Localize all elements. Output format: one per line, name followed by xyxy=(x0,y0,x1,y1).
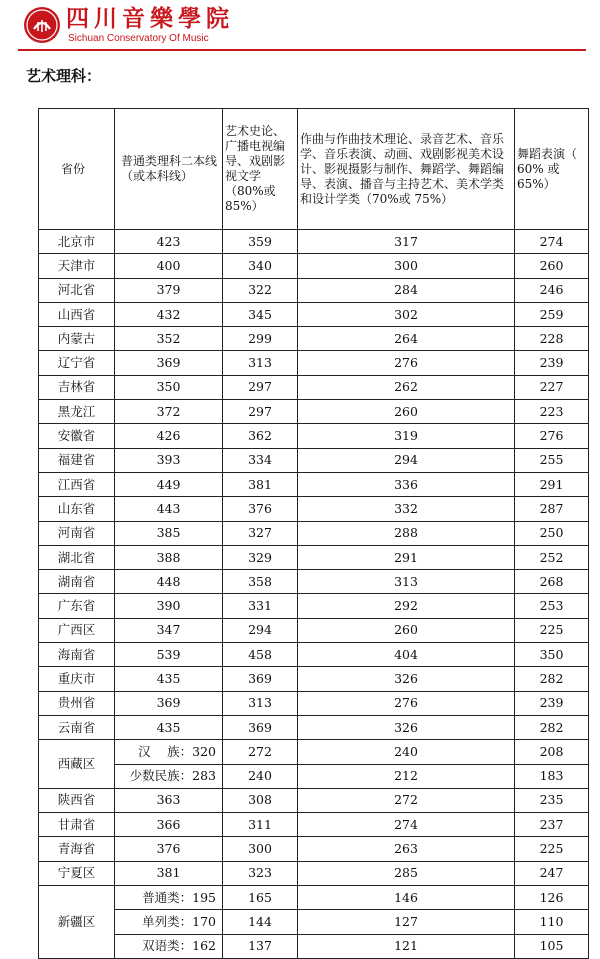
province-cell: 河南省 xyxy=(39,521,115,545)
province-cell: 广西区 xyxy=(39,618,115,642)
province-cell: 天津市 xyxy=(39,254,115,278)
score-col5-cell: 255 xyxy=(515,448,589,472)
province-cell: 重庆市 xyxy=(39,667,115,691)
province-cell: 山东省 xyxy=(39,497,115,521)
score-col3-cell: 297 xyxy=(223,400,298,424)
table-row xyxy=(39,400,589,424)
score-col3-cell: 340 xyxy=(223,254,298,278)
table-row xyxy=(39,448,589,472)
score-col4-cell: 284 xyxy=(298,278,515,302)
province-cell: 西藏区 xyxy=(39,740,115,789)
table-row xyxy=(39,910,589,934)
score-col3-cell: 381 xyxy=(223,472,298,496)
score-col4-cell: 240 xyxy=(298,740,515,764)
table-row xyxy=(39,230,589,254)
score-col5-cell: 260 xyxy=(515,254,589,278)
score-col5-cell: 246 xyxy=(515,278,589,302)
table-row xyxy=(39,813,589,837)
score-col3-cell: 308 xyxy=(223,788,298,812)
header-province: 省份 xyxy=(39,109,115,230)
score-col3-cell: 137 xyxy=(223,934,298,958)
province-cell: 宁夏区 xyxy=(39,861,115,885)
score-col4-cell: 292 xyxy=(298,594,515,618)
score-col4-cell: 212 xyxy=(298,764,515,788)
score-col5-cell: 225 xyxy=(515,618,589,642)
header-divider xyxy=(18,49,586,51)
province-cell: 陕西省 xyxy=(39,788,115,812)
baseline-cell: 388 xyxy=(115,545,223,569)
table-row xyxy=(39,570,589,594)
baseline-cell: 350 xyxy=(115,375,223,399)
score-col5-cell: 235 xyxy=(515,788,589,812)
table-row xyxy=(39,764,589,788)
score-col3-cell: 362 xyxy=(223,424,298,448)
province-cell: 江西省 xyxy=(39,472,115,496)
score-col5-cell: 239 xyxy=(515,691,589,715)
baseline-cell: 379 xyxy=(115,278,223,302)
score-col4-cell: 294 xyxy=(298,448,515,472)
table-row xyxy=(39,667,589,691)
score-col3-cell: 272 xyxy=(223,740,298,764)
score-col3-cell: 323 xyxy=(223,861,298,885)
page-header xyxy=(0,0,600,52)
score-col4-cell: 127 xyxy=(298,910,515,934)
province-cell: 湖北省 xyxy=(39,545,115,569)
score-col5-cell: 228 xyxy=(515,327,589,351)
baseline-cell: 381 xyxy=(115,861,223,885)
score-col5-cell: 276 xyxy=(515,424,589,448)
score-col5-cell: 274 xyxy=(515,230,589,254)
province-cell: 贵州省 xyxy=(39,691,115,715)
province-cell: 北京市 xyxy=(39,230,115,254)
score-col3-cell: 294 xyxy=(223,618,298,642)
score-col3-cell: 165 xyxy=(223,886,298,910)
baseline-cell: 347 xyxy=(115,618,223,642)
section-title: 艺术理科： xyxy=(26,67,102,85)
score-col3-cell: 345 xyxy=(223,302,298,326)
score-col3-cell: 358 xyxy=(223,570,298,594)
score-col3-cell: 376 xyxy=(223,497,298,521)
table-row xyxy=(39,472,589,496)
province-cell: 吉林省 xyxy=(39,375,115,399)
table-header-row xyxy=(39,109,589,230)
school-name-en: Sichuan Conservatory Of Music xyxy=(68,33,209,44)
table-row xyxy=(39,497,589,521)
score-col4-cell: 146 xyxy=(298,886,515,910)
score-col3-cell: 369 xyxy=(223,667,298,691)
baseline-cell: 汉 族：320 xyxy=(115,740,223,764)
score-col3-cell: 458 xyxy=(223,643,298,667)
score-col5-cell: 223 xyxy=(515,400,589,424)
score-col4-cell: 319 xyxy=(298,424,515,448)
table-row xyxy=(39,740,589,764)
table-row xyxy=(39,327,589,351)
table-row xyxy=(39,545,589,569)
baseline-cell: 435 xyxy=(115,715,223,739)
baseline-cell: 369 xyxy=(115,351,223,375)
province-cell: 云南省 xyxy=(39,715,115,739)
baseline-cell: 352 xyxy=(115,327,223,351)
province-cell: 新疆区 xyxy=(39,886,115,959)
score-col3-cell: 359 xyxy=(223,230,298,254)
score-col3-cell: 313 xyxy=(223,691,298,715)
score-col5-cell: 259 xyxy=(515,302,589,326)
score-col3-cell: 300 xyxy=(223,837,298,861)
score-col3-cell: 299 xyxy=(223,327,298,351)
score-col5-cell: 287 xyxy=(515,497,589,521)
score-col5-cell: 208 xyxy=(515,740,589,764)
table-row xyxy=(39,254,589,278)
score-col5-cell: 110 xyxy=(515,910,589,934)
baseline-cell: 393 xyxy=(115,448,223,472)
province-cell: 广东省 xyxy=(39,594,115,618)
score-col3-cell: 313 xyxy=(223,351,298,375)
baseline-cell: 390 xyxy=(115,594,223,618)
score-col4-cell: 317 xyxy=(298,230,515,254)
province-cell: 安徽省 xyxy=(39,424,115,448)
baseline-cell: 443 xyxy=(115,497,223,521)
baseline-cell: 385 xyxy=(115,521,223,545)
score-col4-cell: 300 xyxy=(298,254,515,278)
score-col5-cell: 183 xyxy=(515,764,589,788)
school-seal-icon xyxy=(24,7,60,43)
score-col5-cell: 225 xyxy=(515,837,589,861)
baseline-cell: 372 xyxy=(115,400,223,424)
score-col5-cell: 237 xyxy=(515,813,589,837)
table-row xyxy=(39,375,589,399)
table-row xyxy=(39,618,589,642)
score-col4-cell: 262 xyxy=(298,375,515,399)
baseline-cell: 369 xyxy=(115,691,223,715)
table-row xyxy=(39,861,589,885)
score-col5-cell: 247 xyxy=(515,861,589,885)
score-col5-cell: 126 xyxy=(515,886,589,910)
table-row xyxy=(39,837,589,861)
score-col3-cell: 322 xyxy=(223,278,298,302)
baseline-cell: 双语类：162 xyxy=(115,934,223,958)
table-row xyxy=(39,788,589,812)
table-row xyxy=(39,302,589,326)
score-col4-cell: 260 xyxy=(298,400,515,424)
table-row xyxy=(39,715,589,739)
score-col5-cell: 268 xyxy=(515,570,589,594)
table-row xyxy=(39,886,589,910)
score-col5-cell: 350 xyxy=(515,643,589,667)
table-row xyxy=(39,424,589,448)
baseline-cell: 376 xyxy=(115,837,223,861)
score-col4-cell: 274 xyxy=(298,813,515,837)
baseline-cell: 539 xyxy=(115,643,223,667)
province-cell: 福建省 xyxy=(39,448,115,472)
score-col3-cell: 329 xyxy=(223,545,298,569)
score-col3-cell: 311 xyxy=(223,813,298,837)
score-col3-cell: 369 xyxy=(223,715,298,739)
score-col4-cell: 272 xyxy=(298,788,515,812)
score-col4-cell: 326 xyxy=(298,715,515,739)
score-col5-cell: 291 xyxy=(515,472,589,496)
province-cell: 甘肃省 xyxy=(39,813,115,837)
baseline-cell: 400 xyxy=(115,254,223,278)
baseline-cell: 363 xyxy=(115,788,223,812)
school-name-cn: 四川音樂學院 xyxy=(66,5,234,32)
baseline-cell: 少数民族：283 xyxy=(115,764,223,788)
province-cell: 黑龙江 xyxy=(39,400,115,424)
table-row xyxy=(39,521,589,545)
score-col4-cell: 288 xyxy=(298,521,515,545)
score-col3-cell: 144 xyxy=(223,910,298,934)
baseline-cell: 366 xyxy=(115,813,223,837)
table-row xyxy=(39,643,589,667)
score-col5-cell: 253 xyxy=(515,594,589,618)
score-col4-cell: 302 xyxy=(298,302,515,326)
table-row xyxy=(39,691,589,715)
score-col4-cell: 404 xyxy=(298,643,515,667)
score-col4-cell: 260 xyxy=(298,618,515,642)
province-cell: 山西省 xyxy=(39,302,115,326)
province-cell: 内蒙古 xyxy=(39,327,115,351)
baseline-cell: 普通类：195 xyxy=(115,886,223,910)
header-col5: 舞蹈表演（ 60% 或65%） xyxy=(515,109,589,230)
header-baseline: 普通类理科二本线（或本科线） xyxy=(115,109,223,230)
baseline-cell: 449 xyxy=(115,472,223,496)
score-col4-cell: 332 xyxy=(298,497,515,521)
province-cell: 河北省 xyxy=(39,278,115,302)
province-cell: 海南省 xyxy=(39,643,115,667)
score-col4-cell: 276 xyxy=(298,691,515,715)
table-row xyxy=(39,278,589,302)
score-col5-cell: 239 xyxy=(515,351,589,375)
score-col5-cell: 227 xyxy=(515,375,589,399)
baseline-cell: 435 xyxy=(115,667,223,691)
score-col4-cell: 336 xyxy=(298,472,515,496)
score-col4-cell: 326 xyxy=(298,667,515,691)
score-col4-cell: 285 xyxy=(298,861,515,885)
score-col5-cell: 252 xyxy=(515,545,589,569)
score-col4-cell: 264 xyxy=(298,327,515,351)
baseline-cell: 单列类：170 xyxy=(115,910,223,934)
score-col3-cell: 327 xyxy=(223,521,298,545)
baseline-cell: 448 xyxy=(115,570,223,594)
score-col5-cell: 282 xyxy=(515,667,589,691)
score-table xyxy=(38,108,589,959)
baseline-cell: 432 xyxy=(115,302,223,326)
table-row xyxy=(39,594,589,618)
header-col3: 艺术史论、广播电视编导、戏剧影视文学（80%或 85%） xyxy=(223,109,298,230)
score-col3-cell: 331 xyxy=(223,594,298,618)
score-col4-cell: 263 xyxy=(298,837,515,861)
table-row xyxy=(39,351,589,375)
baseline-cell: 426 xyxy=(115,424,223,448)
score-col5-cell: 250 xyxy=(515,521,589,545)
score-col4-cell: 313 xyxy=(298,570,515,594)
score-col3-cell: 297 xyxy=(223,375,298,399)
province-cell: 青海省 xyxy=(39,837,115,861)
baseline-cell: 423 xyxy=(115,230,223,254)
table-row xyxy=(39,934,589,958)
score-col5-cell: 105 xyxy=(515,934,589,958)
score-col4-cell: 276 xyxy=(298,351,515,375)
score-col4-cell: 121 xyxy=(298,934,515,958)
score-col3-cell: 334 xyxy=(223,448,298,472)
province-cell: 湖南省 xyxy=(39,570,115,594)
score-col3-cell: 240 xyxy=(223,764,298,788)
province-cell: 辽宁省 xyxy=(39,351,115,375)
header-col4: 作曲与作曲技术理论、录音艺术、音乐学、音乐表演、动画、戏剧影视美术设计、影视摄影与制作、舞蹈学、舞蹈编导、表演、播音与主持艺术、美术学类和设计学类（70%或 75%） xyxy=(298,109,515,230)
score-col4-cell: 291 xyxy=(298,545,515,569)
score-col5-cell: 282 xyxy=(515,715,589,739)
